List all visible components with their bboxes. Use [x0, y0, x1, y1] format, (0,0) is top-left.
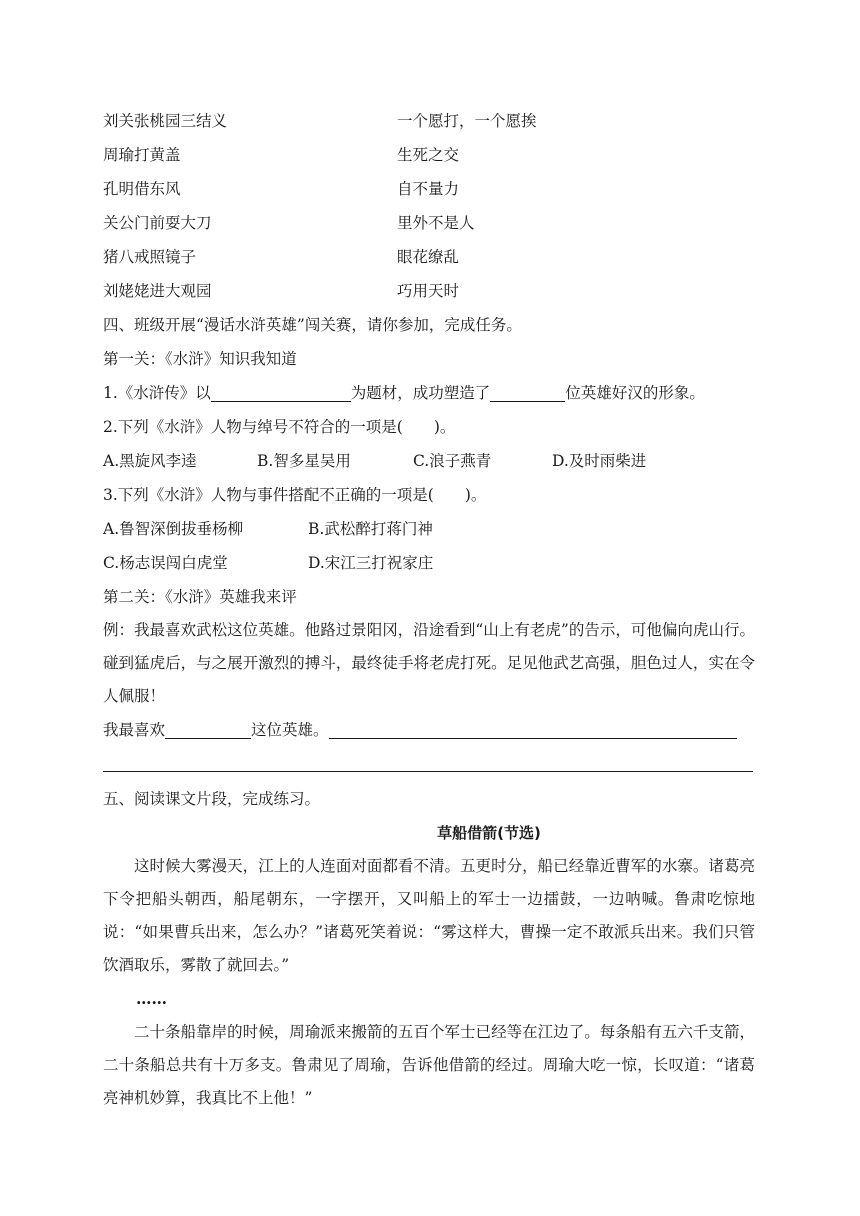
answer-blank[interactable]: [490, 381, 565, 402]
favorite-hero-line: [103, 713, 755, 747]
level-two-heading: 第二关：《水浒》英雄我来评: [103, 588, 297, 606]
section-four-heading: 四、班级开展“漫话水浒英雄”闯关赛，请你参加，完成任务。: [103, 316, 522, 334]
worksheet-page: [103, 104, 755, 1115]
ellipsis: ……: [136, 989, 167, 1008]
idiom-story: 猪八戒照镜子: [103, 248, 197, 266]
option-d: D.及时雨柴进: [552, 452, 647, 470]
idiom-story: 刘姥姥进大观园: [103, 282, 212, 300]
matching-row: [103, 104, 755, 138]
hero-name-blank[interactable]: [165, 718, 251, 739]
favorite-text-a: 我最喜欢: [103, 721, 166, 739]
idiom-meaning: 自不量力: [397, 180, 460, 198]
idiom-meaning: 里外不是人: [397, 214, 475, 232]
option-c: C.杨志误闯白虎堂: [103, 554, 228, 572]
option-a: A.鲁智深倒拔垂杨柳: [103, 520, 244, 538]
passage-paragraph: 这时候大雾漫天，江上的人连面对面都看不清。五更时分，船已经靠近曹军的水寨。诸葛亮下令把船头朝西，船尾朝东，一字摆开，又叫船上的军士一边擂鼓，一边呐喊。鲁肃吃惊地说：“如果曹兵出来，怎么办？”诸葛死笑着说：“雾这样大，曹操一定不敢派兵出来。我们只管饮酒取乐，雾散了就回去。”: [103, 857, 755, 974]
matching-row: [103, 138, 755, 172]
matching-row: [103, 274, 755, 308]
idiom-meaning: 一个愿打，一个愿挨: [397, 112, 537, 130]
answer-blank[interactable]: [211, 381, 351, 402]
idiom-story: 关公门前耍大刀: [103, 214, 212, 232]
question-one-text-b: 为题材，成功塑造了: [350, 384, 491, 402]
question-two-options: [103, 444, 755, 478]
matching-row: [103, 172, 755, 206]
question-three-options-row1: [103, 512, 755, 546]
idiom-story: 孔明借东风: [103, 180, 181, 198]
passage-paragraph: 二十条船靠岸的时候，周瑜派来搬箭的五百个军士已经等在江边了。每条船有五六千支箭，二十条船总共有十万多支。鲁肃见了周瑜，告诉他借箭的经过。周瑜大吃一惊，长叹道：“诸葛亮神机妙算，我真比不上他！”: [103, 1023, 755, 1107]
reason-blank[interactable]: [329, 718, 737, 739]
passage-title: 草船借箭(节选): [437, 824, 541, 842]
matching-row: [103, 206, 755, 240]
option-b: B.智多星吴用: [257, 452, 351, 470]
favorite-text-b: 这位英雄。: [251, 721, 329, 739]
level-one-heading: 第一关：《水浒》知识我知道: [103, 350, 297, 368]
idiom-meaning: 眼花缭乱: [397, 248, 460, 266]
idiom-meaning: 巧用天时: [397, 282, 460, 300]
question-three-options-row2: [103, 546, 755, 580]
question-one: [103, 376, 755, 410]
matching-row: [103, 240, 755, 274]
question-three: 3.下列《水浒》人物与事件搭配不正确的一项是( )。: [103, 486, 487, 504]
idiom-story: 刘关张桃园三结义: [103, 112, 228, 130]
option-b: B.武松醉打蒋门神: [308, 520, 433, 538]
idiom-story: 周瑜打黄盖: [103, 146, 181, 164]
option-c: C.浪子燕青: [413, 452, 492, 470]
question-one-text-a: 1.《水浒传》以: [103, 384, 211, 402]
option-a: A.黑旋风李逵: [103, 452, 197, 470]
section-five-heading: 五、阅读课文片段，完成练习。: [103, 790, 321, 808]
option-d: D.宋江三打祝家庄: [308, 554, 434, 572]
example-paragraph: 例：我最喜欢武松这位英雄。他路过景阳冈，沿途看到“山上有老虎”的告示，可他偏向虎山行。碰到猛虎后，与之展开激烈的搏斗，最终徒手将老虎打死。足见他武艺高强，胆色过人，实在令人佩服！: [103, 621, 755, 705]
question-one-text-c: 位英雄好汉的形象。: [565, 384, 705, 402]
idiom-meaning: 生死之交: [397, 146, 460, 164]
question-two: 2.下列《水浒》人物与绰号不符合的一项是( )。: [103, 418, 456, 436]
